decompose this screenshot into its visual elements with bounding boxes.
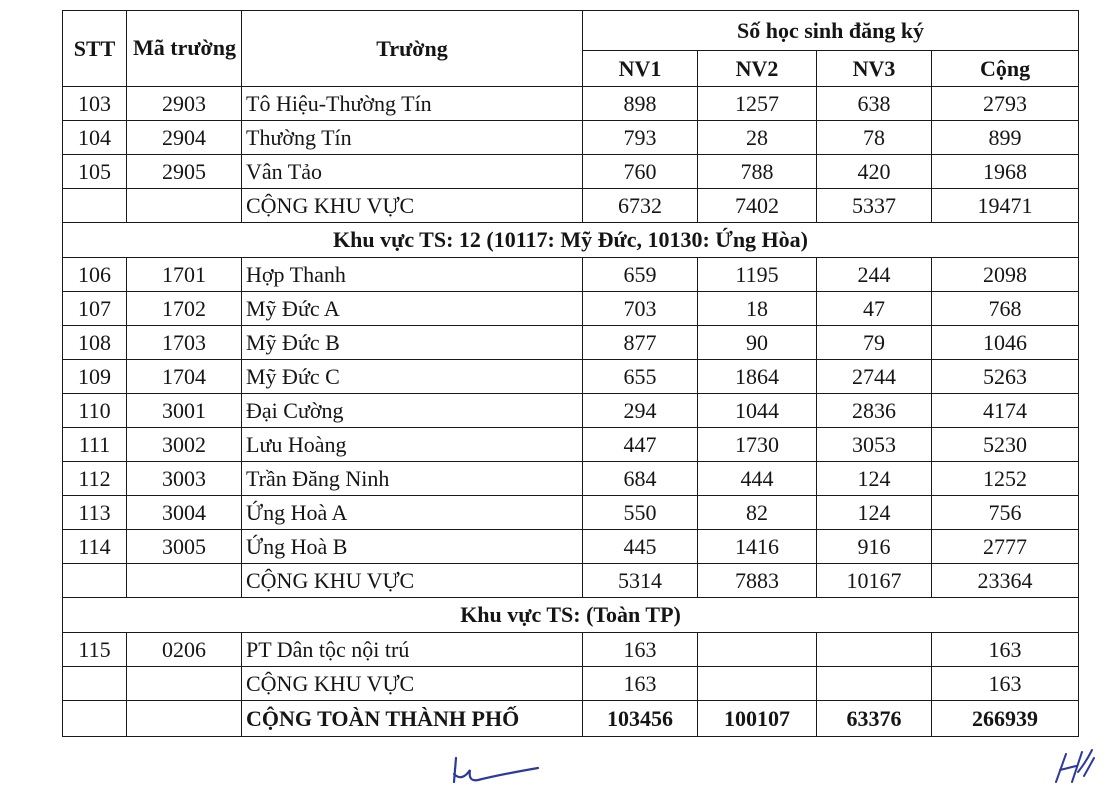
subtotal-row — [63, 189, 1079, 223]
cell-ma: 2903 — [127, 87, 242, 121]
cell-nv3: 2836 — [817, 394, 932, 428]
cell-nv1: 703 — [583, 292, 698, 326]
cell-stt: 108 — [63, 326, 127, 360]
cell-ma — [127, 564, 242, 598]
cell-ma: 3005 — [127, 530, 242, 564]
subtotal-label: CỘNG KHU VỰC — [242, 564, 583, 598]
cell-stt: 113 — [63, 496, 127, 530]
cell-cong: 1968 — [932, 155, 1079, 189]
header-cong: Cộng — [932, 51, 1079, 87]
area-heading-row — [63, 223, 1079, 258]
cell-stt: 103 — [63, 87, 127, 121]
cell-ma — [127, 189, 242, 223]
cell-nv2: 28 — [698, 121, 817, 155]
table-row — [63, 496, 1079, 530]
header-nv3: NV3 — [817, 51, 932, 87]
cell-ma — [127, 701, 242, 737]
table-row — [63, 428, 1079, 462]
cell-nv3: 124 — [817, 496, 932, 530]
header-truong: Trường — [242, 11, 583, 87]
cell-cong: 5263 — [932, 360, 1079, 394]
cell-nv1: 760 — [583, 155, 698, 189]
header-so-hoc-sinh: Số học sinh đăng ký — [583, 11, 1079, 51]
cell-ten: Tô Hiệu-Thường Tín — [242, 87, 583, 121]
grand-total-label: CỘNG TOÀN THÀNH PHỐ — [242, 701, 583, 737]
cell-nv2: 1730 — [698, 428, 817, 462]
subtotal-nv1: 163 — [583, 667, 698, 701]
table-row — [63, 394, 1079, 428]
cell-ten: Ứng Hoà B — [242, 530, 583, 564]
cell-ten: Mỹ Đức A — [242, 292, 583, 326]
grand-total-nv1: 103456 — [583, 701, 698, 737]
cell-cong: 4174 — [932, 394, 1079, 428]
cell-cong: 2777 — [932, 530, 1079, 564]
grand-total-cong: 266939 — [932, 701, 1079, 737]
cell-nv3: 244 — [817, 258, 932, 292]
cell-nv1: 294 — [583, 394, 698, 428]
cell-nv3 — [817, 633, 932, 667]
cell-ma: 0206 — [127, 633, 242, 667]
cell-ten: Ứng Hoà A — [242, 496, 583, 530]
cell-nv1: 659 — [583, 258, 698, 292]
subtotal-nv2: 7883 — [698, 564, 817, 598]
cell-ma: 1703 — [127, 326, 242, 360]
cell-stt — [63, 564, 127, 598]
cell-nv3: 420 — [817, 155, 932, 189]
cell-ma: 3003 — [127, 462, 242, 496]
header-nv2: NV2 — [698, 51, 817, 87]
subtotal-nv1: 5314 — [583, 564, 698, 598]
cell-stt: 114 — [63, 530, 127, 564]
subtotal-nv3 — [817, 667, 932, 701]
cell-stt: 109 — [63, 360, 127, 394]
cell-nv2: 18 — [698, 292, 817, 326]
cell-nv1: 447 — [583, 428, 698, 462]
cell-ma: 1704 — [127, 360, 242, 394]
cell-nv1: 684 — [583, 462, 698, 496]
cell-ma: 2904 — [127, 121, 242, 155]
cell-stt: 104 — [63, 121, 127, 155]
table-row — [63, 633, 1079, 667]
cell-stt — [63, 701, 127, 737]
cell-cong: 756 — [932, 496, 1079, 530]
table-row — [63, 530, 1079, 564]
cell-nv2: 1257 — [698, 87, 817, 121]
cell-cong: 2793 — [932, 87, 1079, 121]
registration-table — [62, 10, 1079, 737]
cell-nv1: 163 — [583, 633, 698, 667]
cell-stt: 107 — [63, 292, 127, 326]
cell-nv2: 444 — [698, 462, 817, 496]
cell-nv2: 1864 — [698, 360, 817, 394]
cell-cong: 899 — [932, 121, 1079, 155]
table-row — [63, 155, 1079, 189]
table-row — [63, 360, 1079, 394]
cell-cong: 1252 — [932, 462, 1079, 496]
subtotal-nv2: 7402 — [698, 189, 817, 223]
cell-nv3: 47 — [817, 292, 932, 326]
cell-ten: Mỹ Đức C — [242, 360, 583, 394]
cell-nv2: 1195 — [698, 258, 817, 292]
table-row — [63, 87, 1079, 121]
cell-nv1: 898 — [583, 87, 698, 121]
cell-nv1: 655 — [583, 360, 698, 394]
cell-ma: 2905 — [127, 155, 242, 189]
cell-stt: 111 — [63, 428, 127, 462]
cell-nv3: 3053 — [817, 428, 932, 462]
cell-nv3: 2744 — [817, 360, 932, 394]
cell-nv2: 1416 — [698, 530, 817, 564]
cell-ma: 3002 — [127, 428, 242, 462]
cell-ten: Thường Tín — [242, 121, 583, 155]
cell-nv3: 124 — [817, 462, 932, 496]
cell-nv2: 1044 — [698, 394, 817, 428]
header-stt: STT — [63, 11, 127, 87]
cell-stt: 110 — [63, 394, 127, 428]
subtotal-nv2 — [698, 667, 817, 701]
subtotal-label: CỘNG KHU VỰC — [242, 189, 583, 223]
cell-nv3: 638 — [817, 87, 932, 121]
cell-nv1: 877 — [583, 326, 698, 360]
cell-ten: Hợp Thanh — [242, 258, 583, 292]
table-row — [63, 121, 1079, 155]
cell-cong: 2098 — [932, 258, 1079, 292]
cell-ten: Lưu Hoàng — [242, 428, 583, 462]
cell-nv2: 788 — [698, 155, 817, 189]
cell-nv1: 793 — [583, 121, 698, 155]
table-row — [63, 258, 1079, 292]
cell-nv1: 445 — [583, 530, 698, 564]
cell-nv2: 90 — [698, 326, 817, 360]
cell-nv2: 82 — [698, 496, 817, 530]
area-heading: Khu vực TS: 12 (10117: Mỹ Đức, 10130: Ứng Hòa) — [63, 223, 1079, 258]
cell-stt: 106 — [63, 258, 127, 292]
cell-stt: 115 — [63, 633, 127, 667]
cell-cong: 163 — [932, 633, 1079, 667]
cell-ten: Đại Cường — [242, 394, 583, 428]
table-row — [63, 326, 1079, 360]
cell-cong: 768 — [932, 292, 1079, 326]
header-ma-truong: Mã trường — [127, 11, 242, 87]
table-row — [63, 462, 1079, 496]
subtotal-nv1: 6732 — [583, 189, 698, 223]
signature-initial-right — [1050, 742, 1100, 792]
cell-nv3: 916 — [817, 530, 932, 564]
table-row — [63, 292, 1079, 326]
cell-cong: 1046 — [932, 326, 1079, 360]
cell-ten: PT Dân tộc nội trú — [242, 633, 583, 667]
cell-nv1: 550 — [583, 496, 698, 530]
cell-ten: Mỹ Đức B — [242, 326, 583, 360]
grand-total-row — [63, 701, 1079, 737]
area-heading-row — [63, 598, 1079, 633]
cell-nv3: 79 — [817, 326, 932, 360]
area-heading: Khu vực TS: (Toàn TP) — [63, 598, 1079, 633]
cell-ten: Vân Tảo — [242, 155, 583, 189]
subtotal-row — [63, 564, 1079, 598]
cell-ma: 1701 — [127, 258, 242, 292]
cell-stt — [63, 667, 127, 701]
subtotal-cong: 19471 — [932, 189, 1079, 223]
subtotal-cong: 163 — [932, 667, 1079, 701]
subtotal-cong: 23364 — [932, 564, 1079, 598]
cell-stt: 105 — [63, 155, 127, 189]
subtotal-nv3: 10167 — [817, 564, 932, 598]
cell-stt: 112 — [63, 462, 127, 496]
cell-nv3: 78 — [817, 121, 932, 155]
signature-initial-left — [448, 752, 548, 792]
cell-ma — [127, 667, 242, 701]
cell-ma: 3001 — [127, 394, 242, 428]
cell-ma: 1702 — [127, 292, 242, 326]
cell-stt — [63, 189, 127, 223]
header-nv1: NV1 — [583, 51, 698, 87]
grand-total-nv2: 100107 — [698, 701, 817, 737]
grand-total-nv3: 63376 — [817, 701, 932, 737]
cell-ma: 3004 — [127, 496, 242, 530]
subtotal-row — [63, 667, 1079, 701]
subtotal-label: CỘNG KHU VỰC — [242, 667, 583, 701]
cell-ten: Trần Đăng Ninh — [242, 462, 583, 496]
subtotal-nv3: 5337 — [817, 189, 932, 223]
cell-nv2 — [698, 633, 817, 667]
cell-cong: 5230 — [932, 428, 1079, 462]
